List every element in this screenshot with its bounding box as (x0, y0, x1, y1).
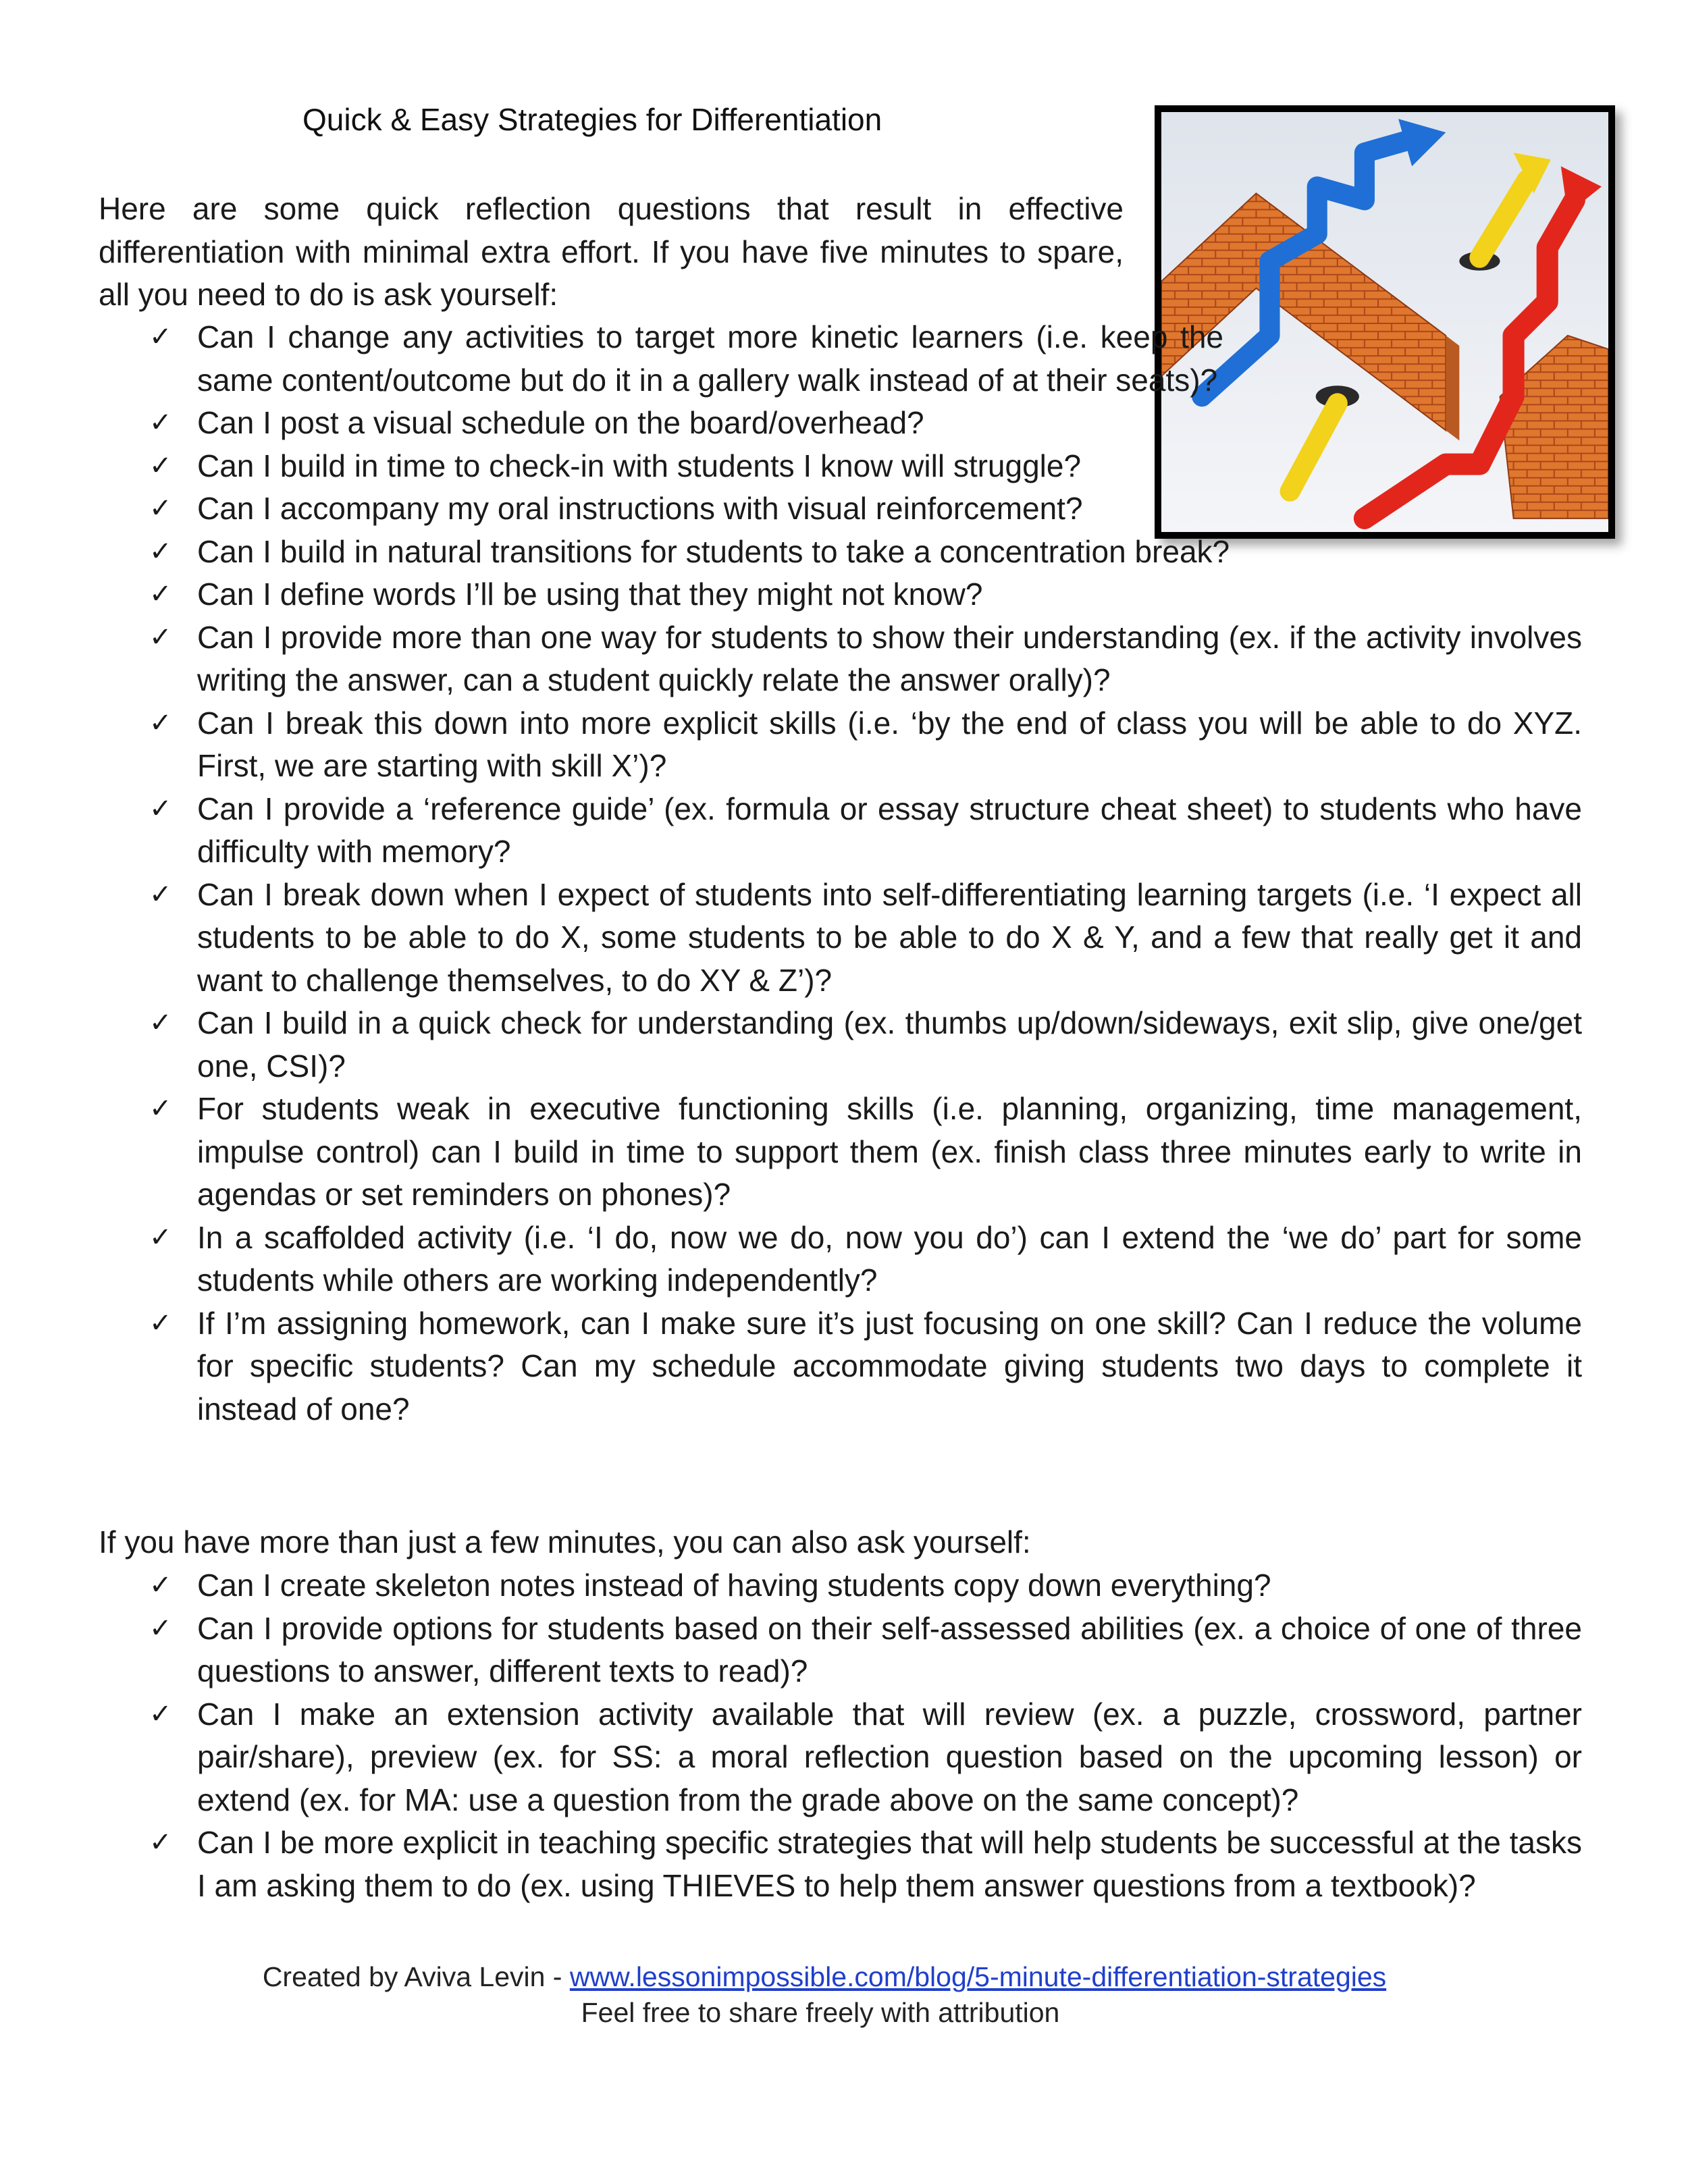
checkmark-icon: ✓ (149, 579, 172, 610)
list-item: ✓ In a scaffolded activity (i.e. ‘I do, now we do, now you do’) can I extend the ‘we do’ part for some students while others are working independently? (99, 1217, 1582, 1302)
list-item: ✓ If I’m assigning homework, can I make sure it’s just focusing on one skill? Can I reduce the volume for specific students? Can my schedule accommodate giving students two days to complete it instead of one? (99, 1302, 1582, 1431)
checkmark-icon: ✓ (149, 450, 172, 481)
checkmark-icon: ✓ (149, 1007, 172, 1038)
checkmark-icon: ✓ (149, 407, 172, 438)
checkmark-icon: ✓ (149, 707, 172, 739)
checkmark-icon: ✓ (149, 1698, 172, 1730)
list-item: ✓ For students weak in executive functioning skills (i.e. planning, organizing, time management, impulse control) can I build in time to support them (ex. finish class three minutes early to write in agendas or set reminders on phones)? (99, 1088, 1582, 1217)
checkmark-icon: ✓ (149, 1612, 172, 1644)
five-minute-question-list (99, 316, 1582, 1431)
list-item: ✓ Can I accompany my oral instructions with visual reinforcement? (99, 487, 1582, 531)
list-item: ✓ Can I provide a ‘reference guide’ (ex. formula or essay structure cheat sheet) to students who have difficulty with memory? (99, 788, 1582, 874)
footer-share-note: Feel free to share freely with attribution (581, 1997, 1060, 2028)
checkmark-icon: ✓ (149, 535, 172, 567)
list-item: ✓ Can I break down when I expect of students into self-differentiating learning targets (i.e. ‘I expect all students to be able to do X, some students to be able to do X & Y, and a few that really get it and want to challenge themselves, to do XY & Z’)? (99, 874, 1582, 1003)
credit-text: Created by Aviva Levin - (262, 1961, 570, 1992)
intro-paragraph: Here are some quick reflection questions that result in effective differentiation with minimal extra effort. If you have five minutes to spare, all you need to do is ask yourself: (99, 191, 1124, 312)
list-item: ✓ Can I break this down into more explicit skills (i.e. ‘by the end of class you will be able to do XYZ. First, we are starting with skill X’)? (99, 702, 1582, 788)
checkmark-icon: ✓ (149, 621, 172, 653)
checkmark-icon: ✓ (149, 1093, 172, 1124)
checkmark-icon: ✓ (149, 878, 172, 910)
checkmark-icon: ✓ (149, 793, 172, 824)
list-item: ✓ Can I build in a quick check for understanding (ex. thumbs up/down/sideways, exit slip, give one/get one, CSI)? (99, 1002, 1582, 1088)
checkmark-icon: ✓ (149, 493, 172, 524)
checkmark-icon: ✓ (149, 1307, 172, 1339)
source-link[interactable]: www.lessonimpossible.com/blog/5-minute-differentiation-strategies (569, 1961, 1387, 1992)
list-item: ✓ Can I make an extension activity available that will review (ex. a puzzle, crossword, partner pair/share), preview (ex. for SS: a moral reflection question based on the upcoming lesson) or extend (ex. for MA: use a question from the grade above on the same concept)? (99, 1693, 1582, 1822)
list-item: ✓ Can I change any activities to target more kinetic learners (i.e. keep the same content/outcome but do it in a gallery walk instead of at their seats)? (99, 316, 1223, 402)
checkmark-icon: ✓ (149, 321, 172, 352)
more-time-question-list (99, 1564, 1582, 1907)
list-item: ✓ Can I create skeleton notes instead of having students copy down everything? (99, 1564, 1582, 1607)
list-item: ✓ Can I provide options for students based on their self-assessed abilities (ex. a choice of one of three questions to answer, different texts to read)? (99, 1607, 1582, 1693)
document-title: Quick & Easy Strategies for Differentiation (302, 102, 882, 137)
more-time-intro: If you have more than just a few minutes, you can also ask yourself: (99, 1524, 1031, 1560)
list-item: ✓ Can I provide more than one way for students to show their understanding (ex. if the activity involves writing the answer, can a student quickly relate the answer orally)? (99, 616, 1582, 702)
list-item: ✓ Can I build in natural transitions for students to take a concentration break? (99, 531, 1582, 574)
footer-credit (0, 1961, 1649, 1993)
list-item: ✓ Can I post a visual schedule on the board/overhead? (99, 402, 1582, 445)
checkmark-icon: ✓ (149, 1570, 172, 1601)
list-item: ✓ Can I build in time to check-in with students I know will struggle? (99, 445, 1582, 488)
checkmark-icon: ✓ (149, 1221, 172, 1253)
list-item: ✓ Can I define words I’ll be using that they might not know? (99, 573, 1582, 616)
checkmark-icon: ✓ (149, 1827, 172, 1858)
list-item: ✓ Can I be more explicit in teaching specific strategies that will help students be successful at the tasks I am asking them to do (ex. using THIEVES to help them answer questions from a textbook)? (99, 1821, 1582, 1907)
